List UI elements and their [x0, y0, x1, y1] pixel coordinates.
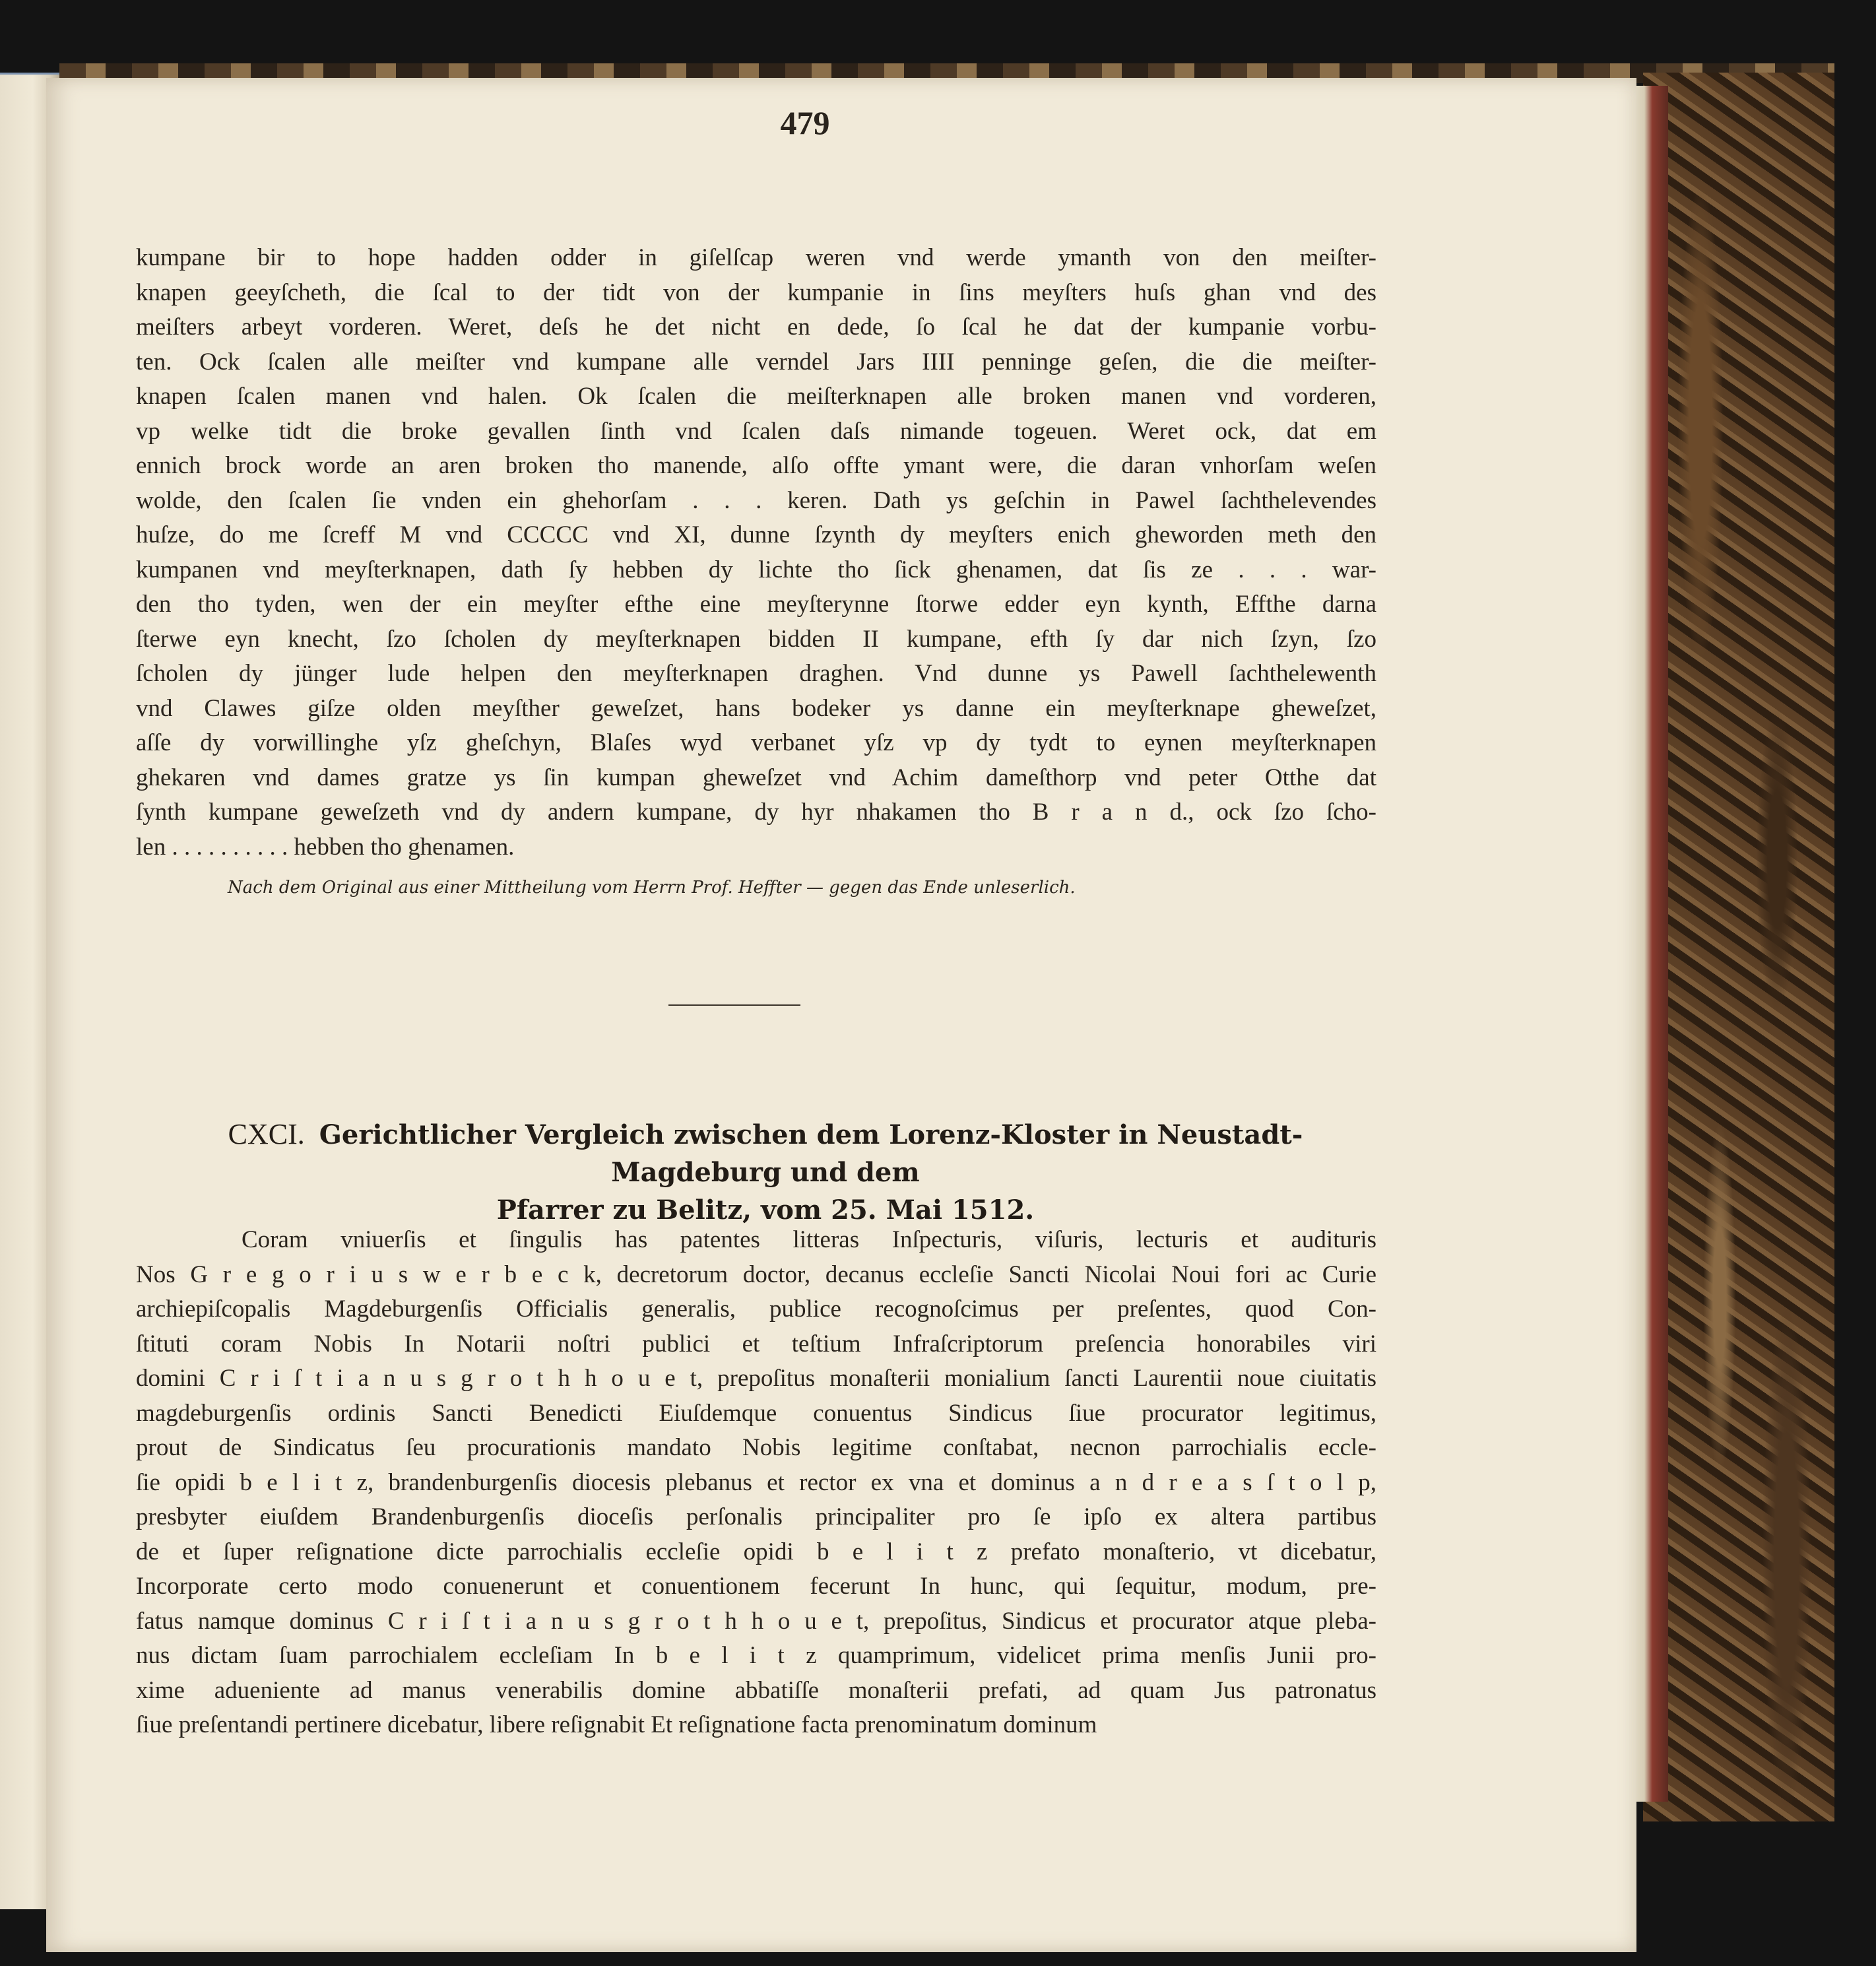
text-line: xime adueniente ad manus venerabilis domine abbatiſſe monaſterii prefati, ad quam Jus patronatus	[136, 1676, 1376, 1704]
source-note: Nach dem Original aus einer Mittheilung vom Herrn Prof. Heffter — gegen das Ende unleserlich.	[228, 878, 1076, 898]
section-divider	[668, 1004, 800, 1006]
text-line: ghekaren vnd dames gratze ys ſin kumpan gheweſzet vnd Achim dameſthorp vnd peter Otthe dat	[136, 764, 1376, 791]
text-line: archiepiſcopalis Magdeburgenſis Officialis generalis, publice recognoſcimus per preſentes, quod Con-	[136, 1295, 1376, 1323]
text-line: nus dictam ſuam parrochialem eccleſiam In b e l i t z quamprimum, videlicet prima menſis Junii pro-	[136, 1642, 1376, 1669]
text-line: huſze, do me ſcreff M vnd CCCCC vnd XI, dunne ſzynth dy meyſters enich gheworden meth den	[136, 521, 1376, 548]
section-title-2: Pfarrer zu Belitz, vom 25. Mai 1512.	[496, 1195, 1035, 1226]
section-title-1: Gerichtlicher Vergleich zwischen dem Lorenz-Kloster in Neustadt-Magdeburg und dem	[319, 1119, 1303, 1188]
text-line: magdeburgenſis ordinis Sancti Benedicti Eiuſdemque conuentus Sindicus ſiue procurator legitimus,	[136, 1399, 1376, 1427]
text-line: meiſters arbeyt vorderen. Weret, deſs he det nicht en dede, ſo ſcal he dat der kumpanie vorbu-	[136, 313, 1376, 341]
text-line: ſiue preſentandi pertinere dicebatur, libere reſignabit Et reſignatione facta prenominatum dominum	[136, 1711, 1097, 1738]
text-line: kumpanen vnd meyſterknapen, dath ſy hebben dy lichte tho ſick ghenamen, dat ſis ze . . . war-	[136, 556, 1376, 583]
marbled-cover	[1643, 73, 1834, 1821]
text-line: ſtituti coram Nobis In Notarii noſtri publici et teſtium Infraſcriptorum preſencia honorabiles viri	[136, 1330, 1376, 1358]
text-line: len . . . . . . . . . . hebben tho ghenamen.	[136, 833, 515, 861]
text-line: kumpane bir to hope hadden odder in giſelſcap weren vnd werde ymanth von den meiſter-	[136, 244, 1376, 271]
text-line: aſſe dy vorwillinghe yſz gheſchyn, Blaſes wyd verbanet yſz vp dy tydt to eynen meyſterknapen	[136, 729, 1376, 756]
text-line: vp welke tidt die broke gevallen ſinth vnd ſcalen daſs nimande togeuen. Weret ock, dat em	[136, 417, 1376, 445]
text-line: Coram vniuerſis et ſingulis has patentes litteras Inſpecturis, viſuris, lecturis et audituris	[242, 1226, 1376, 1253]
text-line: de et ſuper reſignatione dicte parrochialis eccleſie opidi b e l i t z prefato monaſterio, vt dicebatur,	[136, 1538, 1376, 1565]
section-number: CXCI.	[228, 1118, 305, 1150]
section-heading-line-1	[152, 1115, 1379, 1191]
text-line: domini C r i ſ t i a n u s g r o t h h o u e t, prepoſitus monaſterii monialium ſancti Laurentii noue ciuitatis	[136, 1365, 1376, 1392]
section-heading	[152, 1115, 1379, 1229]
text-line: knapen ſcalen manen vnd halen. Ok ſcalen die meiſterknapen alle broken manen vnd vorderen,	[136, 383, 1376, 410]
text-line: fatus namque dominus C r i ſ t i a n u s g r o t h h o u e t, prepoſitus, Sindicus et procurator atque pleba-	[136, 1607, 1376, 1635]
text-line: ten. Ock ſcalen alle meiſter vnd kumpane alle verndel Jars IIII penninge geſen, die die meiſter-	[136, 348, 1376, 376]
text-line: ſcholen dy jünger lude helpen den meyſterknapen draghen. Vnd dunne ys Pawell ſachthelewenth	[136, 660, 1376, 687]
text-line: prout de Sindicatus ſeu procurationis mandato Nobis legitime conſtabat, necnon parrochialis eccle-	[136, 1434, 1376, 1461]
text-line: Incorporate certo modo conuenerunt et conuentionem fecerunt In hunc, qui ſequitur, modum, pre-	[136, 1573, 1376, 1600]
body-paragraph-2	[136, 1223, 1376, 1743]
text-line: wolde, den ſcalen ſie vnden ein ghehorſam . . . keren. Dath ys geſchin in Pawel ſachthelevendes	[136, 486, 1376, 514]
text-line: ſynth kumpane geweſzeth vnd dy andern kumpane, dy hyr nhakamen tho B r a n d., ock ſzo ſcho-	[136, 799, 1376, 826]
text-line: knapen geeyſcheth, die ſcal to der tidt von der kumpanie in ſins meyſters huſs ghan vnd des	[136, 279, 1376, 306]
text-line: den tho tyden, wen der ein meyſter efthe eine meyſterynne ſtorwe edder eyn kynth, Effthe darna	[136, 591, 1376, 618]
page-number: 479	[780, 104, 830, 141]
text-line: vnd Clawes giſze olden meyſther geweſzet, hans bodeker ys danne ein meyſterknape ghewеſzet,	[136, 694, 1376, 722]
text-line: presbyter eiuſdem Brandenburgenſis dioceſis perſonalis principaliter pro ſe ipſo ex altera partibus	[136, 1503, 1376, 1530]
text-line: Nos G r e g o r i u s w e r b e c k, decretorum doctor, decanus eccleſie Sancti Nicolai Noui fori ac Curie	[136, 1261, 1376, 1288]
text-line: ennich brock worde an aren broken tho manende, alſo offte ymant were, die daran vnhorſam weſen	[136, 452, 1376, 479]
body-paragraph-1	[136, 241, 1376, 865]
text-line: ſie opidi b e l i t z, brandenburgenſis diocesis plebanus et rector ex vna et dominus a n d r e a s ſ t o l p,	[136, 1468, 1376, 1496]
text-line: ſterwe eyn knecht, ſzo ſcholen dy meyſterknapen bidden II kumpane, efth ſy dar nich ſzyn, ſzo	[136, 625, 1376, 653]
